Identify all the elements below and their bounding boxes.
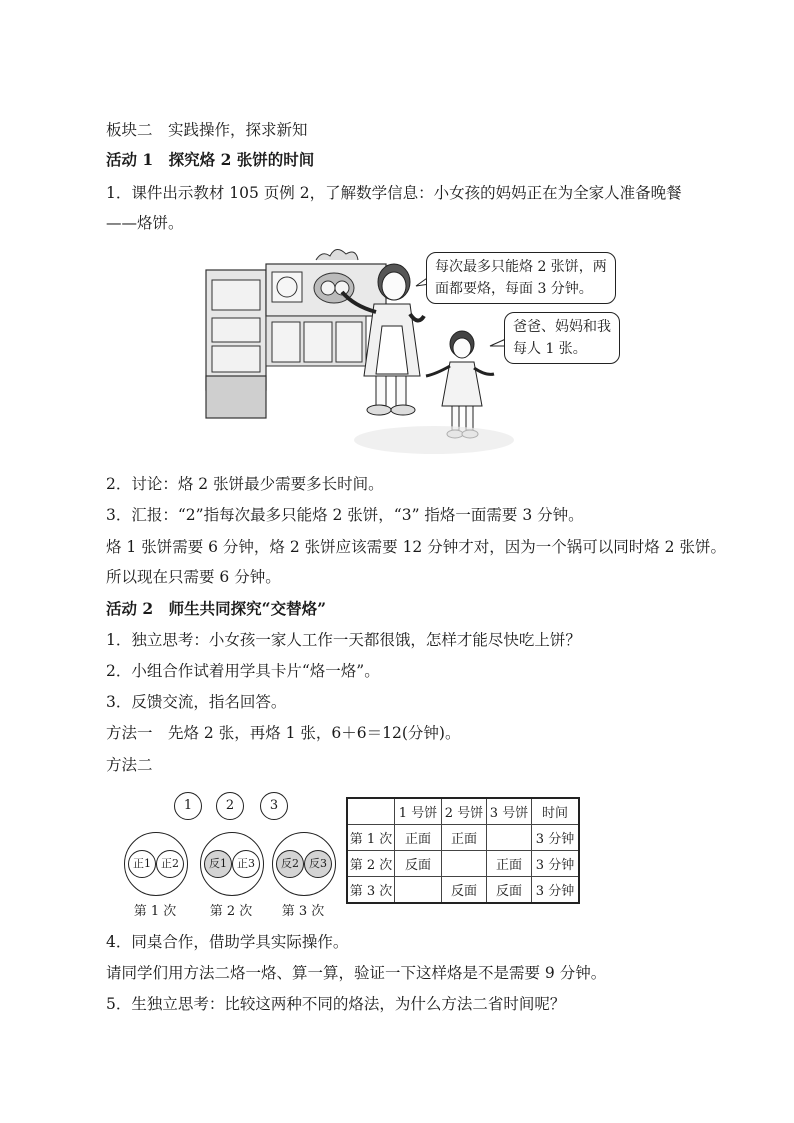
table-cell — [487, 825, 532, 851]
cake-number-3: 3 — [260, 792, 288, 820]
section-title: 板块二 实践操作，探求新知 — [106, 121, 308, 139]
table-cell: 正面 — [395, 825, 442, 851]
activity1-para-line1: 烙 1 张饼需要 6 分钟，烙 2 张饼应该需要 12 分钟才对，因为一个锅可以同时烙 2 张饼。 — [106, 538, 726, 556]
mom-speech-line1: 每次最多只能烙 2 张饼，两 — [435, 259, 607, 275]
baking-schedule-table — [346, 797, 580, 904]
table-cell: 第 2 次 — [347, 851, 395, 877]
activity2-item1: 1．独立思考：小女孩一家人工作一天都很饿，怎样才能尽快吃上饼？ — [106, 631, 581, 649]
table-row — [347, 825, 579, 851]
table-cell — [395, 877, 442, 904]
activity1-para-line2: 所以现在只需要 6 分钟。 — [106, 568, 281, 586]
cake-number-2: 2 — [216, 792, 244, 820]
table-row — [347, 851, 579, 877]
pan-caption-3: 第 3 次 — [281, 904, 325, 919]
pan-diagram — [120, 792, 340, 922]
pan-caption-2: 第 2 次 — [209, 904, 253, 919]
activity1-item1-line2: ——烙饼。 — [106, 214, 184, 232]
table-cell: 正面 — [487, 851, 532, 877]
table-cell: 正面 — [442, 825, 487, 851]
table-header-cell — [347, 798, 395, 825]
activity2-item2: 2．小组合作试着用学具卡片“烙一烙”。 — [106, 662, 380, 680]
activity2-item5: 5．生独立思考：比较这两种不同的烙法，为什么方法二省时间呢？ — [106, 995, 566, 1013]
activity2-item4-text: 请同学们用方法二烙一烙、算一算，验证一下这样烙是不是需要 9 分钟。 — [106, 964, 607, 982]
mom-speech-line2: 面都要烙，每面 3 分钟。 — [435, 281, 593, 297]
cake-front-3: 正3 — [232, 850, 260, 878]
activity1-item1-line1: 1．课件出示教材 105 页例 2，了解数学信息：小女孩的妈妈正在为全家人准备晚餐 — [106, 184, 682, 202]
pan-round-1 — [124, 832, 188, 896]
activity1-item2: 2．讨论：烙 2 张饼最少需要多长时间。 — [106, 475, 384, 493]
activity2-item3: 3．反馈交流，指名回答。 — [106, 693, 287, 711]
table-header-cell: 3 号饼 — [487, 798, 532, 825]
activity1-title: 活动 1 探究烙 2 张饼的时间 — [106, 150, 315, 169]
girl-speech-bubble — [504, 312, 620, 364]
cake-number-1: 1 — [174, 792, 202, 820]
table-cell: 3 分钟 — [532, 825, 580, 851]
table-cell: 反面 — [487, 877, 532, 904]
table-cell: 3 分钟 — [532, 851, 580, 877]
activity2-title: 活动 2 师生共同探究“交替烙” — [106, 599, 327, 618]
table-header-row — [347, 798, 579, 825]
table-cell: 反面 — [395, 851, 442, 877]
activity2-item4: 4．同桌合作，借助学具实际操作。 — [106, 933, 349, 951]
mom-speech-bubble — [426, 252, 616, 304]
table-cell: 第 3 次 — [347, 877, 395, 904]
table-row — [347, 877, 579, 904]
method1-text: 方法一 先烙 2 张，再烙 1 张，6＋6＝12(分钟)。 — [106, 724, 461, 742]
table-header-cell: 2 号饼 — [442, 798, 487, 825]
pan-round-2 — [200, 832, 264, 896]
pan-round-3 — [272, 832, 336, 896]
girl-speech-line1: 爸爸、妈妈和我 — [513, 319, 611, 335]
cake-back-3: 反3 — [304, 850, 332, 878]
table-cell: 3 分钟 — [532, 877, 580, 904]
cake-front-2: 正2 — [156, 850, 184, 878]
cake-back-1: 反1 — [204, 850, 232, 878]
table-cell: 反面 — [442, 877, 487, 904]
method2-label: 方法二 — [106, 756, 153, 774]
table-header-cell: 时间 — [532, 798, 580, 825]
table-header-cell: 1 号饼 — [395, 798, 442, 825]
pan-caption-1: 第 1 次 — [133, 904, 177, 919]
table-cell — [442, 851, 487, 877]
cake-back-2: 反2 — [276, 850, 304, 878]
girl-speech-line2: 每人 1 张。 — [513, 341, 587, 357]
activity1-item3: 3．汇报：“2”指每次最多只能烙 2 张饼，“3” 指烙一面需要 3 分钟。 — [106, 506, 584, 524]
kitchen-illustration — [204, 246, 620, 458]
cake-front-1: 正1 — [128, 850, 156, 878]
table-cell: 第 1 次 — [347, 825, 395, 851]
